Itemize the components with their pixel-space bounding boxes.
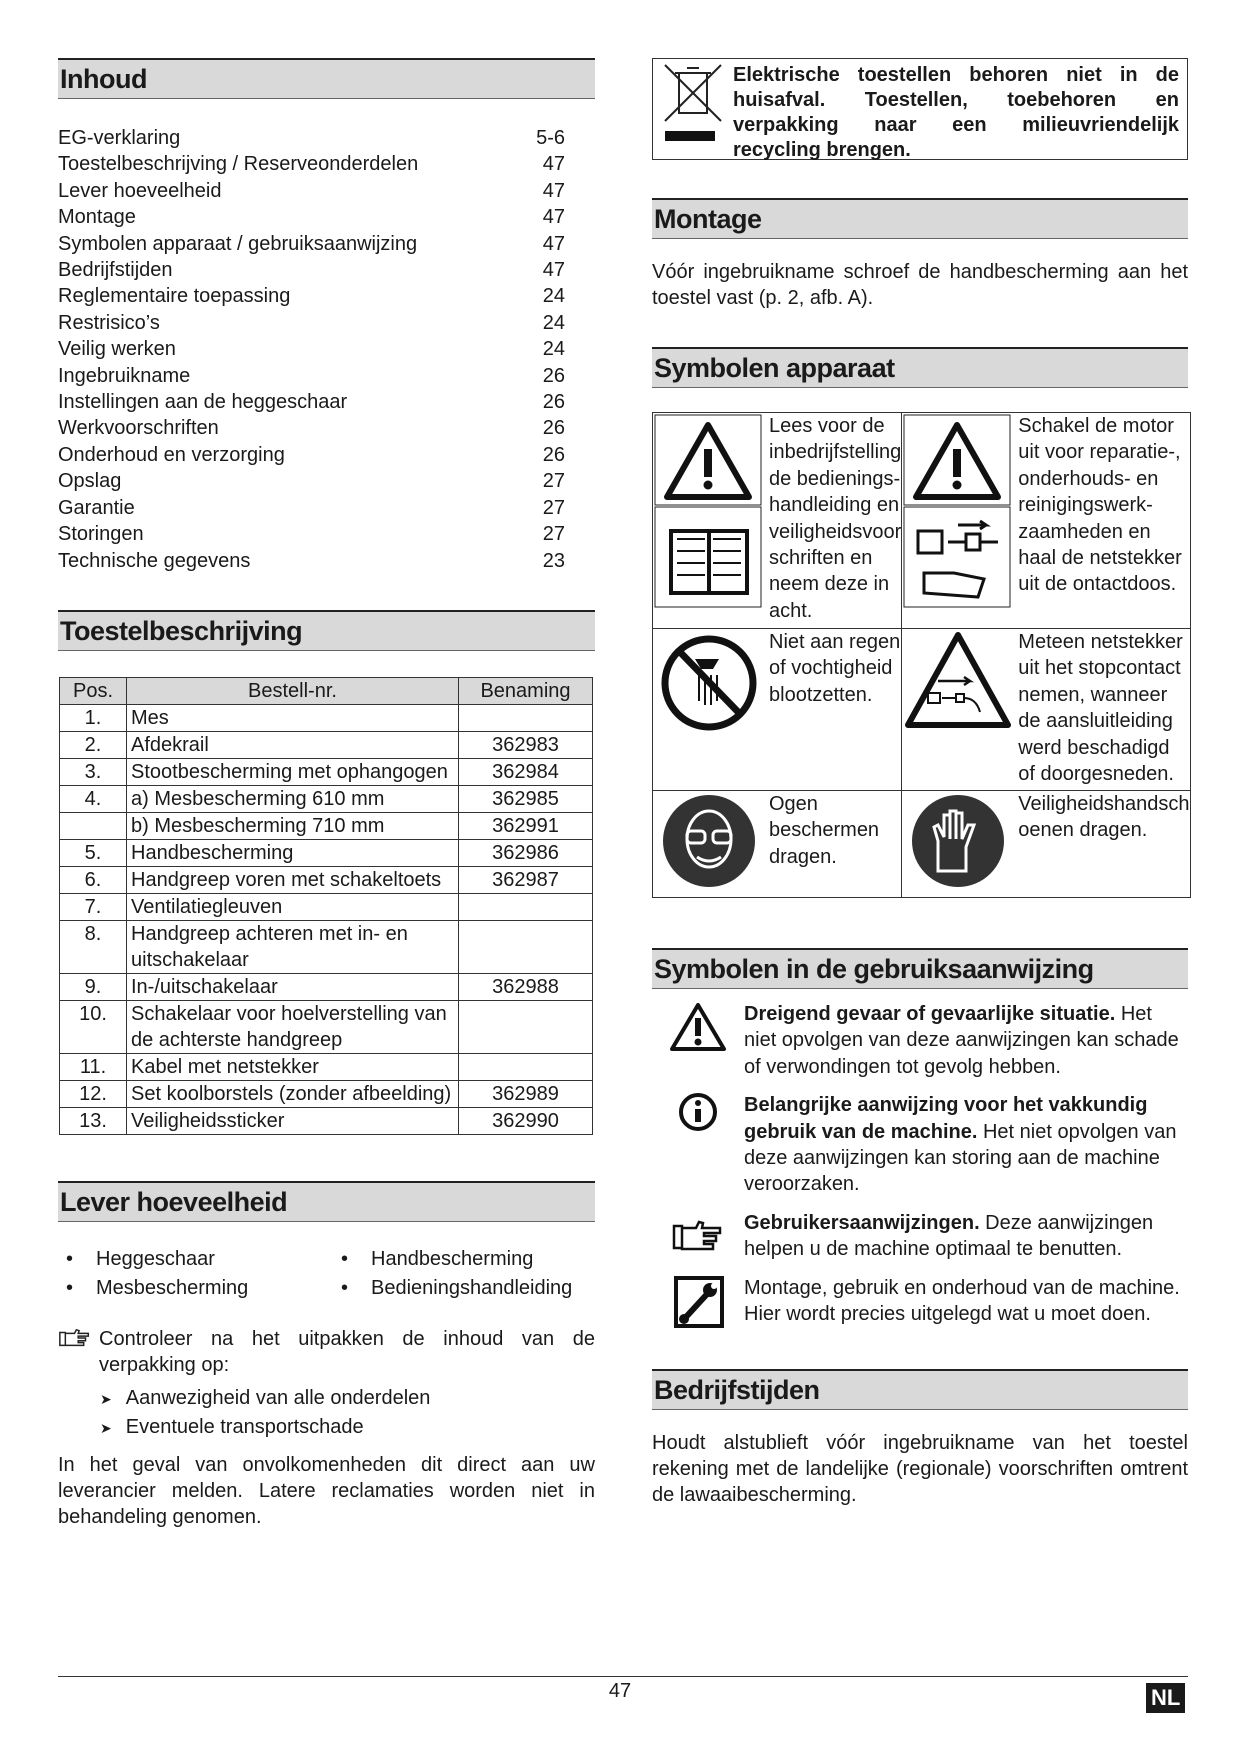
cell-pos: 2. bbox=[60, 731, 127, 758]
manual-bold: Dreigend gevaar of gevaarlijke situatie. bbox=[744, 1003, 1116, 1025]
cell-pos: 9. bbox=[60, 973, 127, 1000]
cell-pos: 8. bbox=[60, 920, 127, 973]
description-heading: Toestelbeschrijving bbox=[58, 610, 595, 651]
table-row bbox=[60, 920, 593, 973]
toc-label: Technische gegevens bbox=[58, 549, 251, 572]
cell-name: Schakelaar voor hoelverstelling van de achterste handgreep bbox=[127, 1000, 459, 1053]
toc-page: 24 bbox=[542, 338, 565, 361]
toc-page: 26 bbox=[542, 364, 565, 387]
cell-pos: 12. bbox=[60, 1080, 127, 1107]
cell-pos: 5. bbox=[60, 839, 127, 866]
toc-label: Reglementaire toepassing bbox=[58, 285, 291, 308]
toc-page: 27 bbox=[542, 470, 565, 493]
symbols-manual-heading: Symbolen in de gebruiksaanwijzing bbox=[652, 948, 1188, 989]
toc-label: Lever hoeveelheid bbox=[58, 179, 222, 202]
cell-num: 362987 bbox=[459, 866, 593, 893]
table-row bbox=[60, 973, 593, 1000]
cell-name: Mes bbox=[127, 704, 459, 731]
table-row bbox=[60, 1080, 593, 1107]
table-row bbox=[60, 866, 593, 893]
table-row bbox=[60, 893, 593, 920]
toc-label: Ingebruikname bbox=[58, 364, 191, 387]
waste-text: Elektrische toestellen behoren niet in de huisafval. Toestellen, toebehoren en verpakking naar een milieuvriendelijk recycling brengen. bbox=[733, 64, 1179, 161]
toc-label: Onderhoud en verzorging bbox=[58, 443, 285, 466]
cell-pos: 1. bbox=[60, 704, 127, 731]
delivery-list bbox=[58, 1248, 595, 1300]
list-item bbox=[652, 1092, 1188, 1198]
cell-name: Afdekrail bbox=[127, 731, 459, 758]
table-row bbox=[60, 785, 593, 812]
manual-text: Het niet opvolgen van deze aanwijzingen kan schade of verwondingen tot gevolg hebben. bbox=[744, 1003, 1179, 1078]
cell-name: Set koolborstels (zonder afbeelding) bbox=[127, 1080, 459, 1107]
toc-page: 47 bbox=[542, 179, 565, 202]
delivery-heading: Lever hoeveelheid bbox=[58, 1181, 595, 1222]
cell-name: Kabel met netstekker bbox=[127, 1053, 459, 1080]
crossed-bin-icon bbox=[653, 59, 733, 155]
damaged-cable-warning-icon bbox=[902, 629, 1014, 739]
cell-pos bbox=[60, 812, 127, 839]
manual-text: Deze aanwijzingen helpen u de machine optimaal te benutten. bbox=[744, 1211, 1154, 1261]
toc-page: 24 bbox=[542, 285, 565, 308]
toc-page: 47 bbox=[542, 206, 565, 229]
cell-pos: 4. bbox=[60, 785, 127, 812]
list-item bbox=[652, 1210, 1188, 1263]
table-row bbox=[60, 839, 593, 866]
symbol-text: Lees voor de inbedrijfstelling de bedienings-handleiding en veiligheidsvoor schriften en neem deze in acht. bbox=[769, 415, 902, 622]
toc-page: 47 bbox=[542, 259, 565, 282]
cell-num: 362986 bbox=[459, 839, 593, 866]
toc-entry bbox=[58, 442, 595, 468]
table-of-contents bbox=[58, 125, 595, 574]
toc-entry bbox=[58, 151, 595, 177]
toc-entry bbox=[58, 257, 595, 283]
cell-pos: 6. bbox=[60, 866, 127, 893]
toc-entry bbox=[58, 521, 595, 547]
toc-entry bbox=[58, 363, 595, 389]
list-item: ➤ Aanwezigheid van alle onderdelen bbox=[100, 1384, 595, 1413]
check-text: Controleer na het uitpakken de inhoud van de verpakking op: bbox=[99, 1327, 595, 1376]
list-item bbox=[652, 1275, 1188, 1331]
page-number: 47 bbox=[608, 1680, 632, 1702]
check-note bbox=[58, 1326, 595, 1378]
col-name: Benaming bbox=[459, 677, 593, 704]
toc-page: 26 bbox=[542, 391, 565, 414]
cell-num: 362983 bbox=[459, 731, 593, 758]
toc-label: Bedrijfstijden bbox=[58, 259, 173, 282]
toc-label: Garantie bbox=[58, 496, 135, 519]
cell-pos: 11. bbox=[60, 1053, 127, 1080]
warning-and-manual-icon bbox=[653, 413, 765, 613]
manual-symbols-list bbox=[652, 1001, 1188, 1331]
toc-page: 27 bbox=[542, 496, 565, 519]
cell-name: Handbescherming bbox=[127, 839, 459, 866]
info-icon bbox=[668, 1092, 728, 1144]
col-order-number: Bestell-nr. bbox=[127, 677, 459, 704]
symbol-text: Veiligheidshandsch oenen dragen. bbox=[1018, 793, 1190, 842]
warning-and-unplug-icon bbox=[902, 413, 1014, 613]
hours-heading: Bedrijfstijden bbox=[652, 1369, 1188, 1410]
manual-text: Het niet opvolgen van deze aanwijzingen kan storing aan de machine veroorzaken. bbox=[744, 1120, 1177, 1196]
waste-notice bbox=[652, 58, 1188, 160]
list-item: • Mesbescherming bbox=[58, 1277, 333, 1300]
toc-label: Instellingen aan de heggeschaar bbox=[58, 391, 348, 414]
cell-pos: 7. bbox=[60, 893, 127, 920]
toc-heading: Inhoud bbox=[58, 58, 595, 99]
symbols-table bbox=[652, 412, 1191, 898]
toc-label: Storingen bbox=[58, 523, 144, 546]
toc-page: 47 bbox=[542, 153, 565, 176]
toc-label: Toestelbeschrijving / Reserveonderdelen bbox=[58, 153, 419, 176]
toc-entry bbox=[58, 415, 595, 441]
cell-pos: 13. bbox=[60, 1107, 127, 1134]
cell-name: b) Mesbescherming 710 mm bbox=[127, 812, 459, 839]
symbols-device-heading: Symbolen apparaat bbox=[652, 347, 1188, 388]
pointing-hand-icon bbox=[58, 1326, 91, 1350]
language-badge: NL bbox=[1146, 1683, 1185, 1713]
montage-heading: Montage bbox=[652, 198, 1188, 239]
toc-label: EG-verklaring bbox=[58, 127, 181, 149]
right-column bbox=[652, 58, 1188, 1508]
cell-num: 362985 bbox=[459, 785, 593, 812]
cell-name: Handgreep voren met schakeltoets bbox=[127, 866, 459, 893]
cell-num: 362988 bbox=[459, 973, 593, 1000]
toc-page: 47 bbox=[542, 232, 565, 255]
list-item: • Heggeschaar bbox=[58, 1248, 333, 1271]
toc-page: 27 bbox=[542, 523, 565, 546]
cell-num bbox=[459, 1053, 593, 1080]
pointing-hand-icon bbox=[668, 1210, 728, 1262]
cell-pos: 10. bbox=[60, 1000, 127, 1053]
table-row bbox=[60, 704, 593, 731]
toc-label: Restrisico’s bbox=[58, 311, 160, 334]
toc-label: Opslag bbox=[58, 470, 122, 493]
table-row bbox=[60, 812, 593, 839]
toc-entry bbox=[58, 336, 595, 362]
parts-table bbox=[59, 677, 593, 1135]
toc-entry bbox=[58, 231, 595, 257]
toc-label: Symbolen apparaat / gebruiksaanwijzing bbox=[58, 232, 418, 255]
manual-bold: Belangrijke aanwijzing voor het vakkundig gebruik van de machine. bbox=[744, 1094, 1148, 1143]
toc-label: Montage bbox=[58, 206, 136, 229]
toc-entry bbox=[58, 310, 595, 336]
symbol-text: Niet aan regen of vochtigheid blootzetten. bbox=[769, 631, 901, 706]
gloves-icon bbox=[902, 791, 1014, 891]
no-rain-icon bbox=[653, 629, 765, 739]
table-row bbox=[60, 731, 593, 758]
cell-name: a) Mesbescherming 610 mm bbox=[127, 785, 459, 812]
cell-num: 362990 bbox=[459, 1107, 593, 1134]
warning-icon bbox=[668, 1001, 728, 1053]
toc-page: 23 bbox=[542, 549, 565, 572]
list-item bbox=[652, 1001, 1188, 1080]
cell-num bbox=[459, 893, 593, 920]
cell-name: In-/uitschakelaar bbox=[127, 973, 459, 1000]
complaint-note: In het geval van onvolkomenheden dit direct aan uw leverancier melden. Latere reclamaties worden niet in behandeling genomen. bbox=[58, 1453, 595, 1528]
toc-entry bbox=[58, 389, 595, 415]
symbol-text: Ogen beschermen dragen. bbox=[769, 793, 880, 868]
toc-page: 24 bbox=[542, 311, 565, 334]
table-row bbox=[60, 1000, 593, 1053]
toc-page: 26 bbox=[542, 443, 565, 466]
manual-text: Montage, gebruik en onderhoud van de machine. Hier wordt precies uitgelegd wat u moet doen. bbox=[744, 1276, 1180, 1326]
toc-entry bbox=[58, 125, 595, 151]
list-item: • Handbescherming bbox=[333, 1248, 593, 1271]
left-column bbox=[58, 58, 595, 1530]
toc-page: 5-6 bbox=[536, 127, 565, 149]
toc-entry bbox=[58, 283, 595, 309]
cell-name: Stootbescherming met ophangogen bbox=[127, 758, 459, 785]
toc-entry bbox=[58, 495, 595, 521]
cell-name: Ventilatiegleuven bbox=[127, 893, 459, 920]
cell-num bbox=[459, 1000, 593, 1053]
toc-label: Werkvoorschriften bbox=[58, 417, 219, 440]
list-item: ➤ Eventuele transportschade bbox=[100, 1413, 595, 1442]
table-row bbox=[60, 758, 593, 785]
cell-name: Handgreep achteren met in- en uitschakelaar bbox=[127, 920, 459, 973]
cell-num: 362989 bbox=[459, 1080, 593, 1107]
table-row bbox=[60, 1053, 593, 1080]
eye-protection-icon bbox=[653, 791, 765, 891]
cell-num: 362984 bbox=[459, 758, 593, 785]
montage-text: Vóór ingebruikname schroef de handbescherming aan het toestel vast (p. 2, afb. A). bbox=[652, 261, 1188, 309]
footer-divider bbox=[58, 1676, 1188, 1677]
manual-bold: Gebruikersaanwijzingen. bbox=[744, 1211, 980, 1234]
toc-entry bbox=[58, 468, 595, 494]
toc-entry bbox=[58, 548, 595, 574]
cell-num bbox=[459, 704, 593, 731]
list-item: • Bedieningshandleiding bbox=[333, 1277, 593, 1300]
wrench-icon bbox=[668, 1275, 728, 1331]
cell-pos: 3. bbox=[60, 758, 127, 785]
symbol-text: Schakel de motor uit voor reparatie-, onderhouds- en reinigingswerk-zaamheden en haal de netstekker uit de ontactdoos. bbox=[1018, 415, 1182, 596]
cell-num: 362991 bbox=[459, 812, 593, 839]
hours-text: Houdt alstublieft vóór ingebruikname van het toestel rekening met de landelijke (regionale) voorschriften omtrent de lawaaibescherming. bbox=[652, 1431, 1188, 1506]
cell-num bbox=[459, 920, 593, 973]
check-list bbox=[100, 1384, 595, 1442]
toc-page: 26 bbox=[542, 417, 565, 440]
toc-label: Veilig werken bbox=[58, 338, 176, 361]
cell-name: Veiligheidssticker bbox=[127, 1107, 459, 1134]
toc-entry bbox=[58, 178, 595, 204]
table-row bbox=[60, 1107, 593, 1134]
symbol-text: Meteen netstekker uit het stopcontact nemen, wanneer de aansluitleiding werd beschadigd of doorgesneden. bbox=[1018, 631, 1183, 786]
toc-entry bbox=[58, 204, 595, 230]
col-pos: Pos. bbox=[60, 677, 127, 704]
